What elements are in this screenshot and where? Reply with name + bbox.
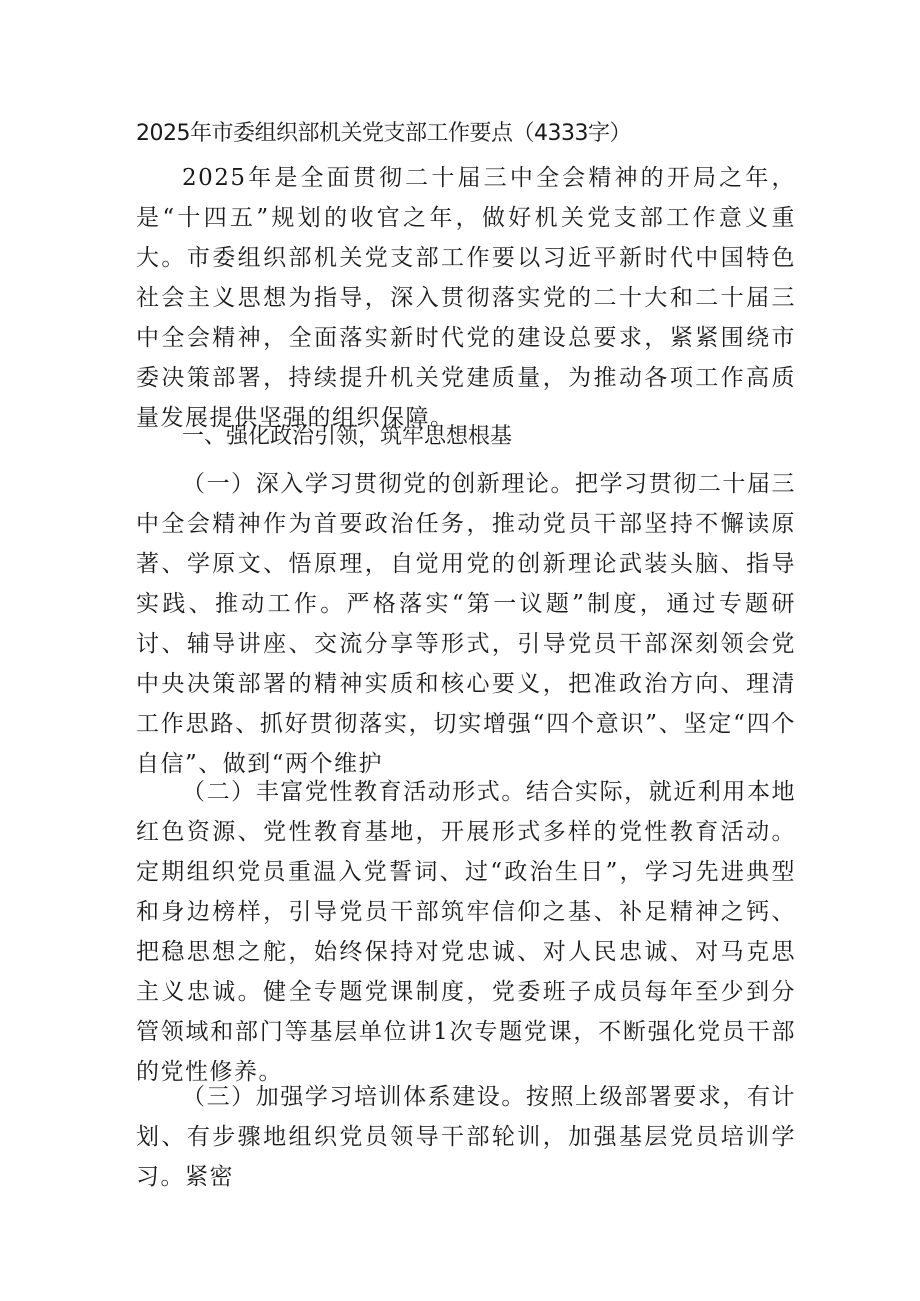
section-heading-1: 一、强化政治引领，筑牢思想根基 — [182, 424, 513, 449]
section1-item1-paragraph: （一）深入学习贯彻党的创新理论。把学习贯彻二十届三中全会精神作为首要政治任务，推动党员干部坚持不懈读原著、学原文、悟原理，自觉用党的创新理论武装头脑、指导实践、推动工作。严格落实“第一议题”制度，通过专题研讨、辅导讲座、交流分享等形式，引导党员干部深刻领会党中央决策部署的精神实质和核心要义，把准政治方向、理清工作思路、抓好贯彻落实，切实增强“四个意识”、坚定“四个自信”、做到“两个维护 — [136, 471, 796, 777]
intro-paragraph: 2025年是全面贯彻二十届三中全会精神的开局之年，是“十四五”规划的收官之年，做好机关党支部工作意义重大。市委组织部机关党支部工作要以习近平新时代中国特色社会主义思想为指导，深入贯彻落实党的二十大和二十届三中全会精神，全面落实新时代党的建设总要求，紧紧围绕市委决策部署，持续提升机关党建质量，为推动各项工作高质量发展提供坚强的组织保障。 — [136, 165, 796, 431]
section1-item3-paragraph: （三）加强学习培训体系建设。按照上级部署要求，有计划、有步骤地组织党员领导干部轮训，加强基层党员培训学习。紧密 — [136, 1084, 796, 1190]
section1-item2-paragraph: （二）丰富党性教育活动形式。结合实际，就近利用本地红色资源、党性教育基地，开展形式多样的党性教育活动。定期组织党员重温入党誓词、过“政治生日”，学习先进典型和身边榜样，引导党员干部筑牢信仰之基、补足精神之钙、把稳思想之舵，始终保持对党忠诚、对人民忠诚、对马克思主义忠诚。健全专题党课制度，党委班子成员每年至少到分管领域和部门等基层单位讲1次专题党课，不断强化党员干部的党性修养。 — [136, 779, 796, 1085]
document-title: 2025年市委组织部机关党支部工作要点（4333字） — [136, 121, 631, 146]
